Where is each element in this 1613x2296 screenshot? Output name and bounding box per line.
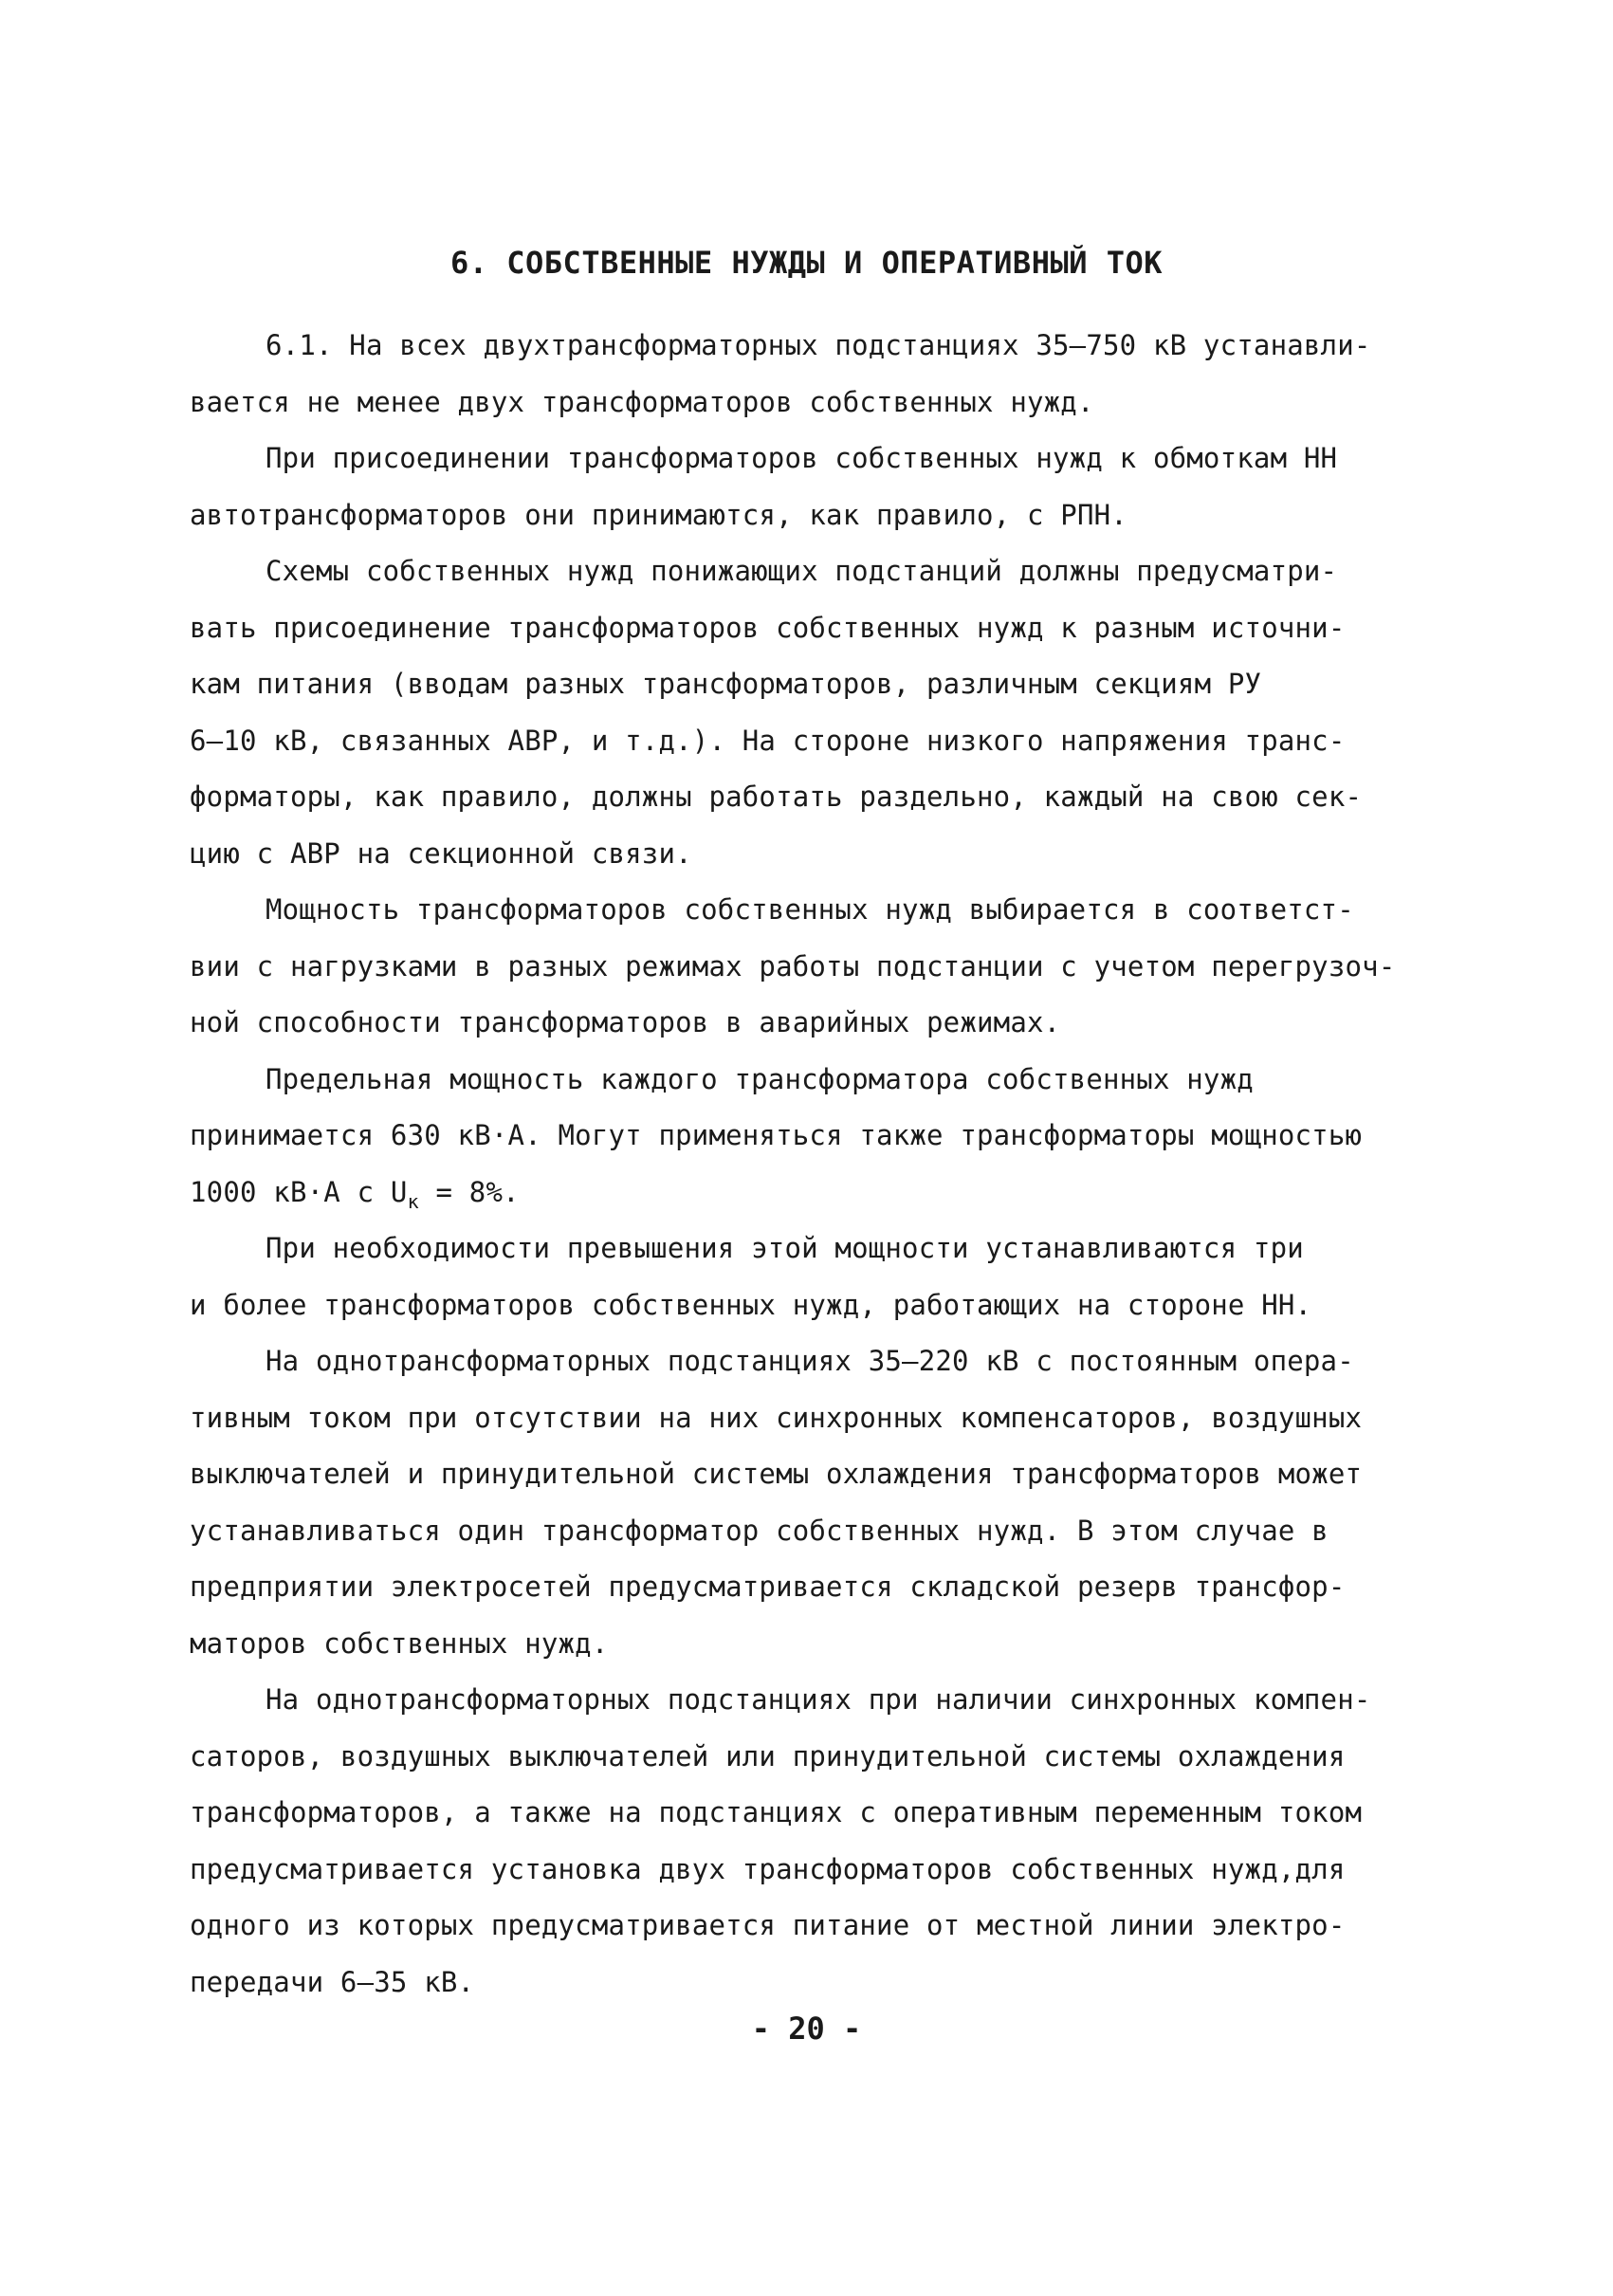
- subscript: к: [407, 1189, 419, 1213]
- line-text: автотрансформаторов они принимаются, как правило, с РПН.: [190, 498, 1127, 531]
- text-line: [190, 882, 1479, 939]
- line-text: При необходимости превышения этой мощности устанавливаются три: [266, 1232, 1304, 1264]
- text-line: [190, 995, 1479, 1052]
- text-line: [190, 1955, 1479, 2011]
- line-text: вии с нагрузками в разных режимах работы подстанции с учетом перегрузоч-: [190, 949, 1396, 983]
- line-text: трансформаторов, а также на подстанциях с оперативным переменным током: [190, 1796, 1363, 1828]
- text-line: [190, 1898, 1479, 1955]
- text-line: [190, 1616, 1479, 1673]
- line-text: выключателей и принудительной системы охлаждения трансформаторов может: [190, 1458, 1363, 1490]
- line-text: вать присоединение трансформаторов собственных нужд к разным источни-: [190, 611, 1346, 644]
- page-number: - 20 -: [751, 2011, 862, 2047]
- body-text: [190, 318, 1479, 2011]
- text-line: [190, 1333, 1479, 1390]
- line-text: вается не менее двух трансформаторов собственных нужд.: [190, 385, 1094, 418]
- line-text: 6–10 кВ, связанных АВР, и т.д.). На стороне низкого напряжения транс-: [190, 724, 1346, 757]
- text-line: [190, 1221, 1479, 1277]
- text-line: [190, 769, 1479, 826]
- line-text: саторов, воздушных выключателей или принудительной системы охлаждения: [190, 1739, 1346, 1773]
- line-text: предусматривается установка двух трансформаторов собственных нужд,для: [190, 1852, 1346, 1885]
- line-text: предприятии электросетей предусматривается складской резерв трансфор-: [190, 1570, 1346, 1603]
- text-line: [190, 656, 1479, 713]
- text-line: [190, 1277, 1479, 1334]
- line-text: Предельная мощность каждого трансформатора собственных нужд: [266, 1062, 1254, 1095]
- section-heading: 6. СОБСТВЕННЫЕ НУЖДЫ И ОПЕРАТИВНЫЙ ТОК: [449, 245, 1164, 281]
- text-line: [190, 1052, 1479, 1109]
- line-text: Мощность трансформаторов собственных нужд выбирается в соответст-: [266, 893, 1354, 926]
- line-text: ной способности трансформаторов в аварийных режимах.: [190, 1006, 1061, 1038]
- line-text: передачи 6–35 кВ.: [190, 1965, 475, 1998]
- text-line: [190, 1446, 1479, 1503]
- text-line: [190, 713, 1479, 770]
- line-text: принимается 630 кВ·А. Могут применяться также трансформаторы мощностью: [190, 1119, 1363, 1151]
- text-line: [190, 487, 1479, 544]
- text-line: [190, 1729, 1479, 1786]
- text-line: [190, 826, 1479, 883]
- line-text: Схемы собственных нужд понижающих подстанций должны предусматри-: [266, 555, 1338, 587]
- text-line: [190, 1390, 1479, 1447]
- text-line: [190, 1672, 1479, 1729]
- text-line: [190, 939, 1479, 996]
- line-text: и более трансформаторов собственных нужд, работающих на стороне НН.: [190, 1288, 1312, 1321]
- line-text: При присоединении трансформаторов собственных нужд к обмоткам НН: [266, 442, 1338, 474]
- line-text: кам питания (вводам разных трансформаторов, различным секциям РУ: [190, 668, 1262, 700]
- line-text-continuation: = 8%.: [418, 1175, 520, 1208]
- line-text: маторов собственных нужд.: [190, 1626, 609, 1660]
- line-text: На однотрансформаторных подстанциях 35–220 кВ с постоянным опера-: [266, 1345, 1354, 1377]
- line-text: цию с АВР на секционной связи.: [190, 836, 692, 870]
- text-line: [190, 1842, 1479, 1899]
- text-line: [190, 375, 1479, 432]
- line-text: форматоры, как правило, должны работать раздельно, каждый на свою сек-: [190, 781, 1363, 813]
- line-text: 6.1. На всех двухтрансформаторных подстанциях 35–750 кВ устанавли-: [266, 329, 1371, 361]
- text-line: [190, 431, 1479, 487]
- text-line: [190, 1503, 1479, 1560]
- line-text: одного из которых предусматривается питание от местной линии электро-: [190, 1909, 1346, 1941]
- line-text: устанавливаться один трансформатор собственных нужд. В этом случае в: [190, 1514, 1329, 1547]
- line-text: тивным током при отсутствии на них синхронных компенсаторов, воздушных: [190, 1401, 1363, 1434]
- line-text: 1000 кВ·А с U: [190, 1175, 408, 1208]
- text-line: [190, 318, 1479, 375]
- text-line: [190, 1785, 1479, 1842]
- text-line: [190, 600, 1479, 657]
- text-line: [190, 1108, 1479, 1165]
- text-line: [190, 1165, 1479, 1221]
- line-text: На однотрансформаторных подстанциях при наличии синхронных компен-: [266, 1683, 1371, 1716]
- text-line: [190, 543, 1479, 600]
- text-line: [190, 1559, 1479, 1616]
